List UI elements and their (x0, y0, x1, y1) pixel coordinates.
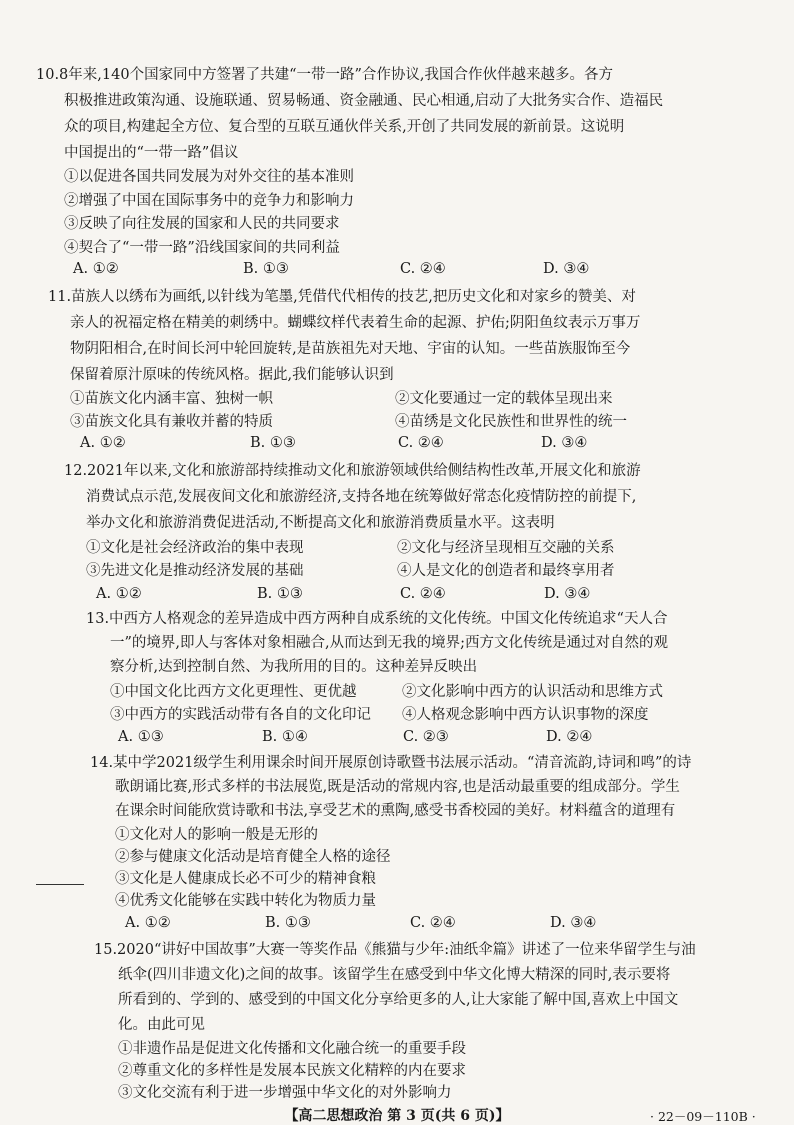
q14-line-2: 歌朗诵比赛,形式多样的书法展览,既是活动的常规内容,也是活动最重要的组成部分。学生 (115, 779, 680, 795)
q11-choice-a: A. ①② (80, 435, 126, 451)
q14-line-1: 14.某中学2021级学生利用课余时间开展原创诗歌暨书法展示活动。“清音流韵,诗词和鸣”的诗 (90, 755, 692, 771)
q14-choice-c: C. ②④ (410, 915, 456, 931)
q10-option-4: ④契合了“一带一路”沿线国家间的共同利益 (64, 240, 340, 256)
q14-choice-b: B. ①③ (265, 915, 311, 931)
q14-option-1: ①文化对人的影响一般是无形的 (115, 827, 318, 843)
q12-choice-b: B. ①③ (257, 586, 303, 602)
q15-line-4: 化。由此可见 (118, 1017, 205, 1033)
q11-line-3: 物阴阳相合,在时间长河中轮回旋转,是苗族祖先对天地、宇宙的认知。一些苗族服饰至今 (70, 341, 631, 357)
q10-option-1: ①以促进各国共同发展为对外交往的基本准则 (64, 169, 354, 185)
q13-line-1: 13.中西方人格观念的差异造成中西方两种自成系统的文化传统。中国文化传统追求“天人合 (86, 611, 668, 627)
q12-line-2: 消费试点示范,发展夜间文化和旅游经济,支持各地在统筹做好常态化疫情防控的前提下, (86, 489, 637, 505)
q13-choice-b: B. ①④ (262, 729, 308, 745)
q10-choice-c: C. ②④ (400, 261, 446, 277)
q11-line-1: 11.苗族人以绣布为画纸,以针线为笔墨,凭借代代相传的技艺,把历史文化和对家乡的赞美、对 (48, 289, 636, 305)
q13-option-4: ④人格观念影响中西方认识事物的深度 (402, 707, 649, 723)
q12-choice-c: C. ②④ (400, 586, 446, 602)
q13-option-2: ②文化影响中西方的认识活动和思维方式 (402, 684, 663, 700)
q12-line-1: 12.2021年以来,文化和旅游部持续推动文化和旅游领域供给侧结构性改革,开展文化和旅游 (64, 463, 641, 479)
q14-choice-d: D. ③④ (550, 915, 597, 931)
exam-code: · 22－09－110B · (650, 1109, 756, 1124)
q13-option-1: ①中国文化比西方文化更理性、更优越 (110, 684, 357, 700)
q12-line-3: 举办文化和旅游消费促进活动,不断提高文化和旅游消费质量水平。这表明 (86, 515, 555, 531)
q13-choice-a: A. ①③ (118, 729, 164, 745)
q12-option-1: ①文化是社会经济政治的集中表现 (86, 540, 304, 556)
q13-choice-d: D. ②④ (546, 729, 593, 745)
q11-line-4: 保留着原汁原味的传统风格。据此,我们能够认识到 (70, 367, 394, 383)
q15-line-1: 15.2020“讲好中国故事”大赛一等奖作品《熊猫与少年:油纸伞篇》讲述了一位来华留学生与油 (94, 942, 696, 958)
q13-line-2: 一”的境界,即人与客体对象相融合,从而达到无我的境界;西方文化传统是通过对自然的观 (110, 635, 669, 651)
q15-option-1: ①非遗作品是促进文化传播和文化融合统一的重要手段 (118, 1041, 466, 1057)
q11-option-3: ③苗族文化具有兼收并蓄的特质 (70, 414, 273, 430)
q15-option-2: ②尊重文化的多样性是发展本民族文化精粹的内在要求 (118, 1063, 466, 1079)
q12-choice-a: A. ①② (96, 586, 142, 602)
q10-option-2: ②增强了中国在国际事务中的竞争力和影响力 (64, 193, 354, 209)
q15-line-3: 所看到的、学到的、感受到的中国文化分享给更多的人,让大家能了解中国,喜欢上中国文 (118, 992, 679, 1008)
q11-choice-c: C. ②④ (398, 435, 444, 451)
q10-choice-d: D. ③④ (543, 261, 590, 277)
q11-option-4: ④苗绣是文化民族性和世界性的统一 (395, 414, 627, 430)
q14-option-4: ④优秀文化能够在实践中转化为物质力量 (115, 893, 376, 909)
q10-option-3: ③反映了向往发展的国家和人民的共同要求 (64, 216, 340, 232)
q13-line-3: 察分析,达到控制自然、为我所用的目的。这种差异反映出 (110, 659, 478, 675)
q10-choice-a: A. ①② (73, 261, 119, 277)
page-footer: 【高二思想政治 第 3 页(共 6 页)】 (284, 1108, 510, 1124)
q10-line-2: 积极推进政策沟通、设施联通、贸易畅通、资金融通、民心相通,启动了大批务实合作、造福民 (64, 93, 664, 109)
q11-choice-d: D. ③④ (541, 435, 588, 451)
q10-line-4: 中国提出的“一带一路”倡议 (64, 145, 239, 161)
q14-line-3: 在课余时间能欣赏诗歌和书法,享受艺术的熏陶,感受书香校园的美好。材料蕴含的道理有 (115, 803, 676, 819)
q13-choice-c: C. ②③ (403, 729, 449, 745)
q14-option-2: ②参与健康文化活动是培育健全人格的途径 (115, 849, 391, 865)
q15-option-3: ③文化交流有利于进一步增强中华文化的对外影响力 (118, 1085, 452, 1101)
q10-choice-b: B. ①③ (243, 261, 289, 277)
divider-line (36, 884, 84, 885)
q12-option-4: ④人是文化的创造者和最终享用者 (397, 563, 615, 579)
q12-option-3: ③先进文化是推动经济发展的基础 (86, 563, 304, 579)
q15-line-2: 纸伞(四川非遗文化)之间的故事。该留学生在感受到中华文化博大精深的同时,表示要将 (118, 967, 671, 983)
q10-line-3: 众的项目,构建起全方位、复合型的互联互通伙伴关系,开创了共同发展的新前景。这说明 (64, 119, 625, 135)
q11-line-2: 亲人的祝福定格在精美的刺绣中。蝴蝶纹样代表着生命的起源、护佑;阴阳鱼纹表示万事万 (70, 315, 641, 331)
q14-choice-a: A. ①② (125, 915, 171, 931)
q12-option-2: ②文化与经济呈现相互交融的关系 (397, 540, 615, 556)
q12-choice-d: D. ③④ (544, 586, 591, 602)
q11-choice-b: B. ①③ (250, 435, 296, 451)
q14-option-3: ③文化是人健康成长必不可少的精神食粮 (115, 871, 376, 887)
q10-line-1: 10.8年来,140个国家同中方签署了共建“一带一路”合作协议,我国合作伙伴越来越多。各方 (36, 67, 614, 83)
q11-option-2: ②文化要通过一定的载体呈现出来 (395, 391, 613, 407)
q13-option-3: ③中西方的实践活动带有各自的文化印记 (110, 707, 371, 723)
q11-option-1: ①苗族文化内涵丰富、独树一帜 (70, 391, 273, 407)
